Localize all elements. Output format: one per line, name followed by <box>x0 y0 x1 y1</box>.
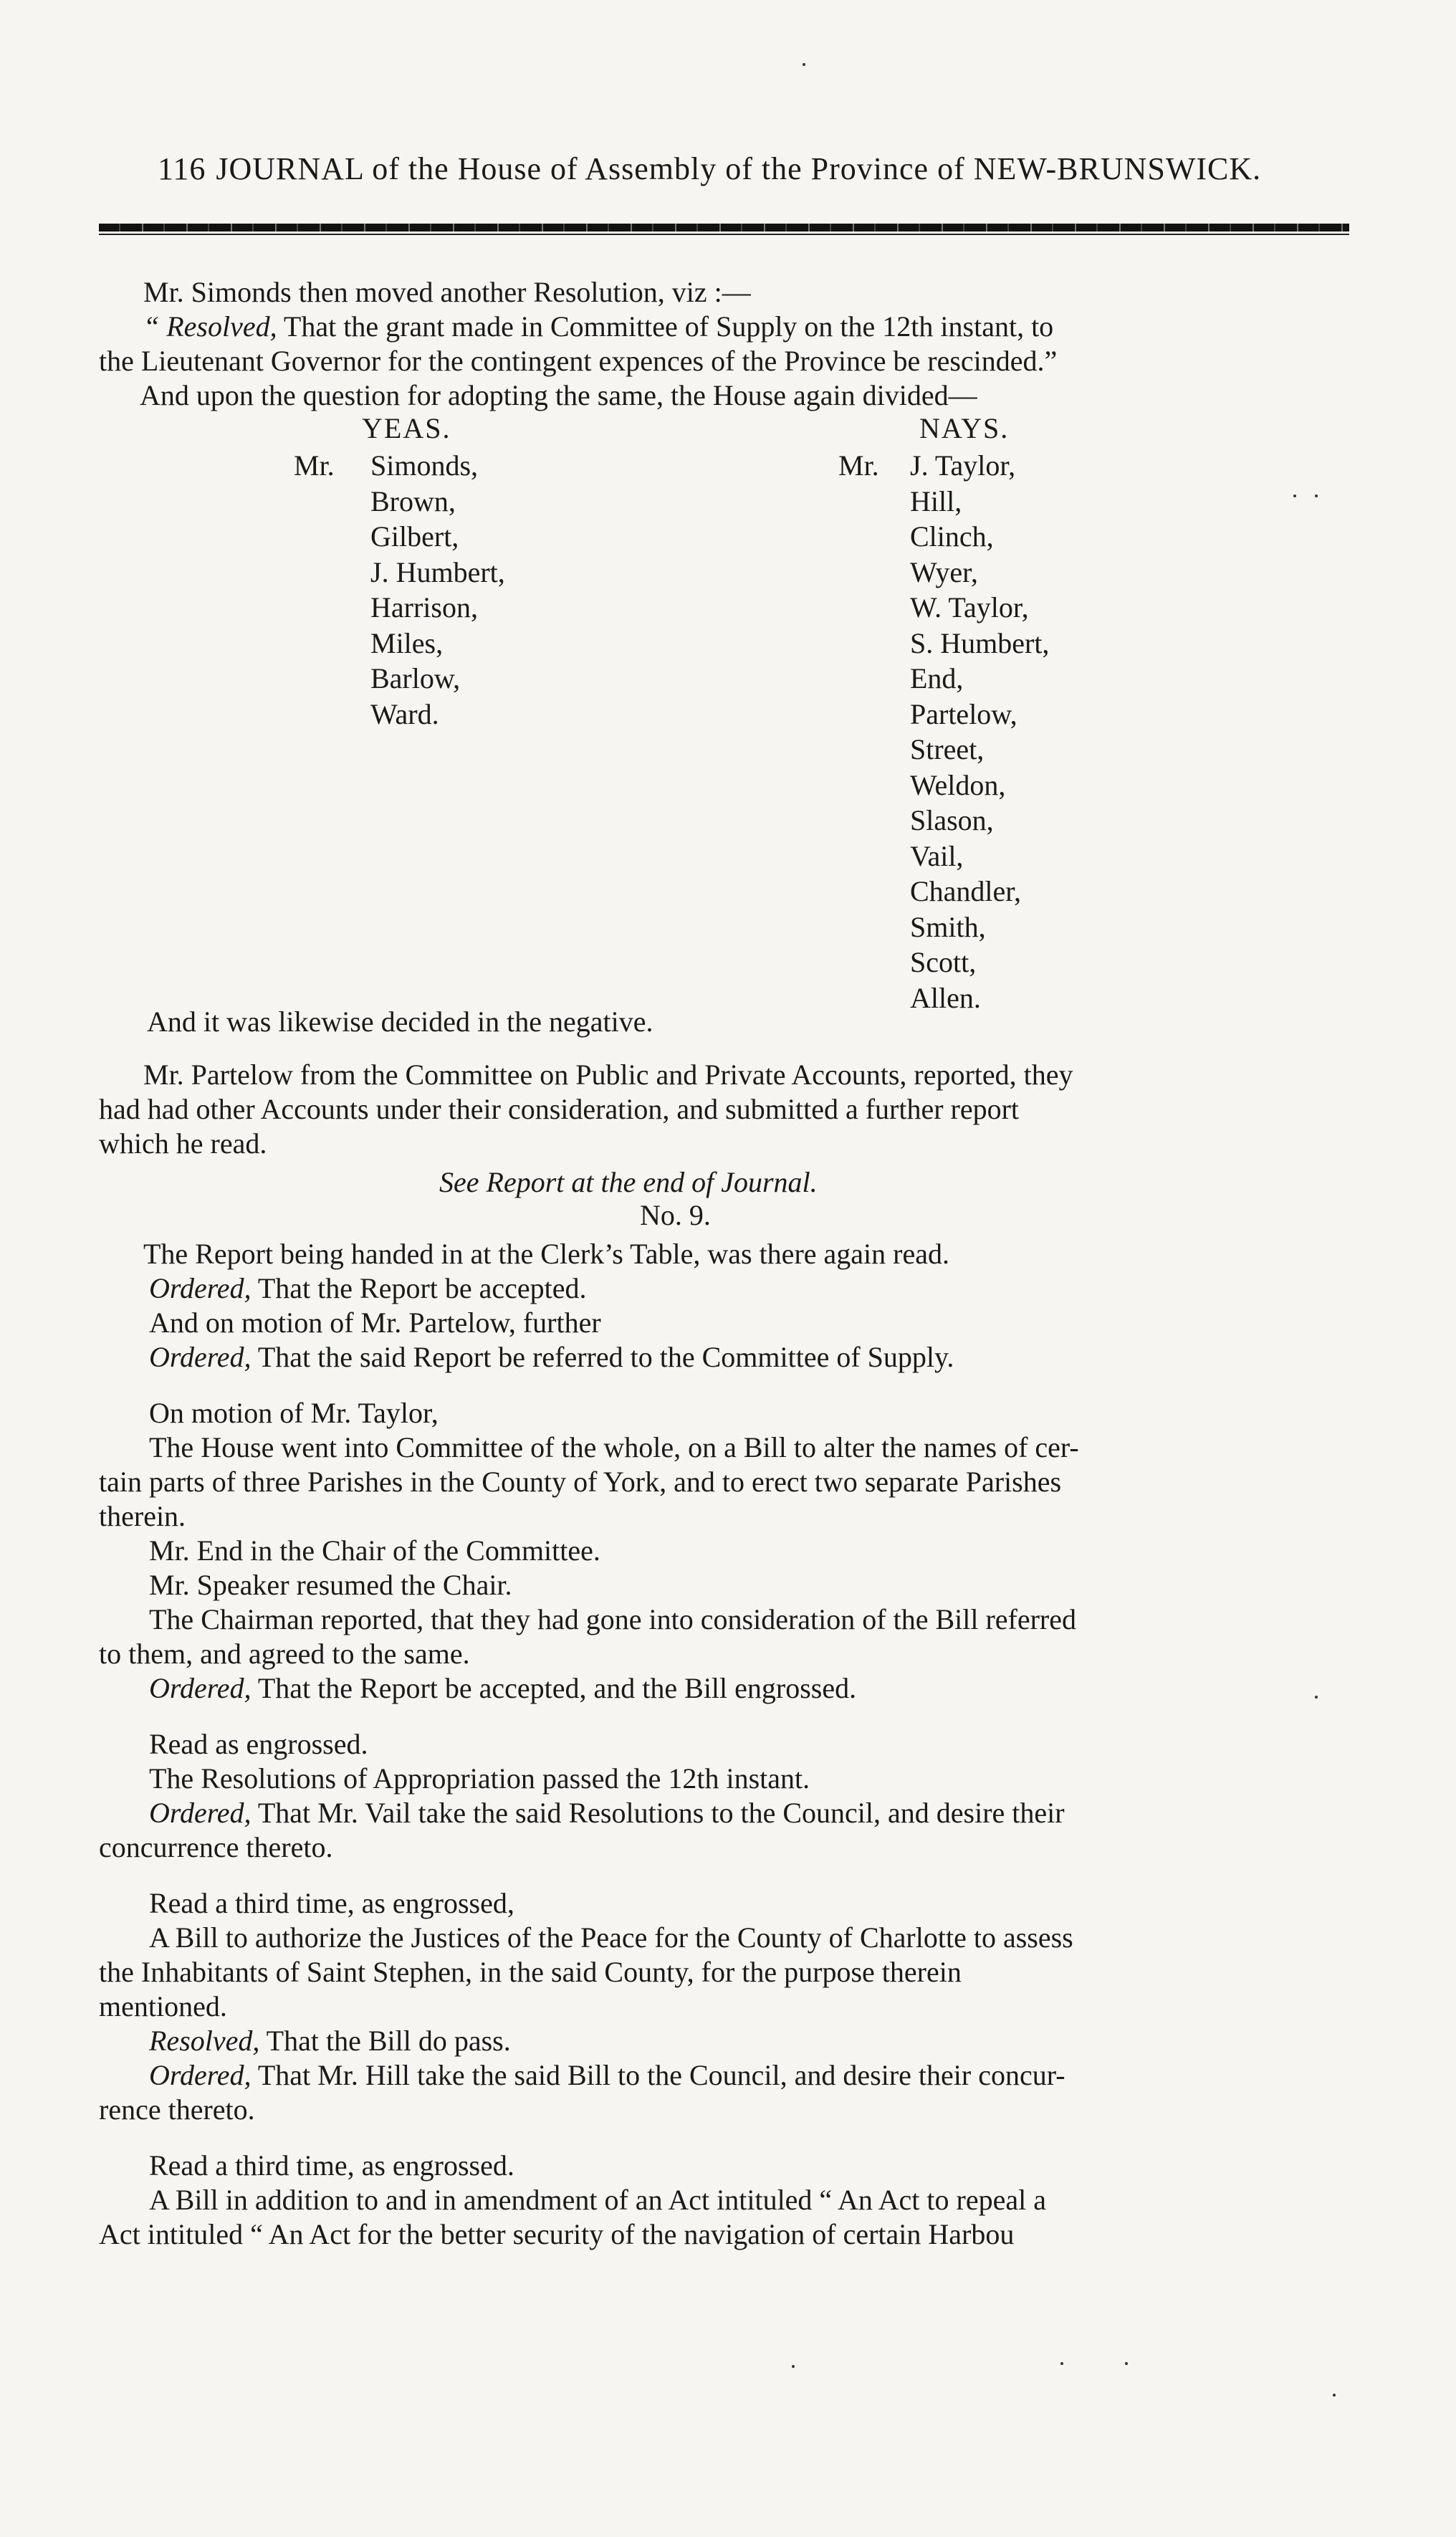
nay-member: Slason, <box>910 804 994 836</box>
scan-speck <box>1315 1696 1318 1698</box>
yeas-heading: YEAS. <box>362 412 451 444</box>
yeas-list <box>370 448 505 732</box>
yea-member: Barlow, <box>370 662 461 694</box>
nay-member: Allen. <box>910 981 981 1014</box>
text-line: Mr. Speaker resumed the Chair. <box>149 1569 512 1601</box>
text-line: Mr. Partelow from the Committee on Public and Private Accounts, reported, they <box>143 1059 1073 1091</box>
header-rule-thin <box>99 234 1349 235</box>
scan-speck <box>1060 2362 1063 2365</box>
text-line: which he read. <box>99 1127 267 1160</box>
text-line: Resolved, That the Bill do pass. <box>149 2025 511 2057</box>
yeas-prefix: Mr. <box>294 449 335 482</box>
nay-member: Smith, <box>910 910 986 943</box>
text-line: The House went into Committee of the whole, on a Bill to alter the names of cer- <box>149 1431 1079 1463</box>
nay-member: W. Taylor, <box>910 591 1029 624</box>
text-line: A Bill to authorize the Justices of the Peace for the County of Charlotte to assess <box>149 1921 1073 1954</box>
report-reference: See Report at the end of Journal. <box>439 1166 818 1198</box>
nay-member: Partelow, <box>910 697 1017 730</box>
nay-member: S. Humbert, <box>910 626 1050 659</box>
text-line: Read a third time, as engrossed. <box>149 2149 514 2182</box>
scan-speck <box>792 2365 795 2368</box>
header-rule <box>99 224 1349 231</box>
scan-speck <box>1125 2362 1128 2365</box>
yea-member: Simonds, <box>370 449 479 482</box>
yea-member: J. Humbert, <box>370 555 505 588</box>
nay-member: Chandler, <box>910 875 1022 907</box>
running-title: JOURNAL of the House of Assembly of the Province of NEW-BRUNSWICK. <box>216 151 1262 186</box>
nay-member: J. Taylor, <box>910 449 1016 482</box>
text-line: Ordered, That the Report be accepted, and the Bill engrossed. <box>149 1672 857 1704</box>
nay-member: Wyer, <box>910 555 978 588</box>
page-number: 116 <box>158 151 206 186</box>
text-line: mentioned. <box>99 1990 227 2022</box>
page-header <box>158 150 1340 187</box>
text-line: The Chairman reported, that they had gone into consideration of the Bill referred <box>149 1603 1077 1635</box>
text-line: The Resolutions of Appropriation passed the 12th instant. <box>149 1762 810 1795</box>
report-number: No. 9. <box>640 1199 711 1231</box>
yea-member: Ward. <box>370 697 439 730</box>
scan-speck <box>1333 2394 1336 2397</box>
text-line: On motion of Mr. Taylor, <box>149 1397 439 1429</box>
text-line: Mr. End in the Chair of the Committee. <box>149 1534 600 1567</box>
yea-member: Gilbert, <box>370 520 459 553</box>
nays-list <box>910 448 1049 1016</box>
yea-member: Harrison, <box>370 591 478 624</box>
text-line: the Inhabitants of Saint Stephen, in the said County, for the purpose therein <box>99 1956 962 1988</box>
text-line: A Bill in addition to and in amendment of an Act intituled “ An Act to repeal a <box>149 2184 1046 2216</box>
nay-member: Weldon, <box>910 768 1006 801</box>
nay-member: Vail, <box>910 839 964 872</box>
text-line: rence thereto. <box>99 2093 255 2126</box>
nay-member: Hill, <box>910 484 962 517</box>
text-line: “ Resolved, That the grant made in Committee of Supply on the 12th instant, to <box>143 310 1054 343</box>
nay-member: Scott, <box>910 946 977 978</box>
nay-member: Street, <box>910 733 985 765</box>
text-line: Read a third time, as engrossed, <box>149 1887 514 1919</box>
nays-prefix: Mr. <box>838 449 879 482</box>
yea-member: Brown, <box>370 484 456 517</box>
text-line: And it was likewise decided in the negative. <box>147 1005 653 1038</box>
text-line: Read as engrossed. <box>149 1728 368 1760</box>
text-line: therein. <box>99 1500 186 1532</box>
text-line: to them, and agreed to the same. <box>99 1638 470 1670</box>
scan-speck <box>803 63 805 66</box>
text-line: The Report being handed in at the Clerk’s Table, was there again read. <box>143 1238 949 1270</box>
scan-speck <box>1315 494 1318 497</box>
text-line: had had other Accounts under their consideration, and submitted a further report <box>99 1093 1020 1125</box>
yea-member: Miles, <box>370 626 444 659</box>
text-line: Ordered, That Mr. Vail take the said Resolutions to the Council, and desire their <box>149 1797 1065 1829</box>
text-line: Ordered, That Mr. Hill take the said Bill to the Council, and desire their concur- <box>149 2059 1065 2091</box>
text-line: the Lieutenant Governor for the contingent expences of the Province be rescinded.” <box>99 345 1058 377</box>
nays-heading: NAYS. <box>919 412 1010 444</box>
nay-member: End, <box>910 662 964 694</box>
nay-member: Clinch, <box>910 520 994 553</box>
text-line: And upon the question for adopting the same, the House again divided— <box>140 379 977 411</box>
text-line: Ordered, That the said Report be referred to the Committee of Supply. <box>149 1341 954 1373</box>
scan-speck <box>1293 494 1296 497</box>
text-line: Act intituled “ An Act for the better security of the navigation of certain Harbou <box>99 2218 1015 2250</box>
text-line: Ordered, That the Report be accepted. <box>149 1272 587 1304</box>
text-line: Mr. Simonds then moved another Resolution, viz :— <box>143 276 751 308</box>
text-line: tain parts of three Parishes in the County of York, and to erect two separate Parishes <box>99 1466 1062 1498</box>
text-line: And on motion of Mr. Partelow, further <box>149 1306 601 1339</box>
text-line: concurrence thereto. <box>99 1831 333 1863</box>
